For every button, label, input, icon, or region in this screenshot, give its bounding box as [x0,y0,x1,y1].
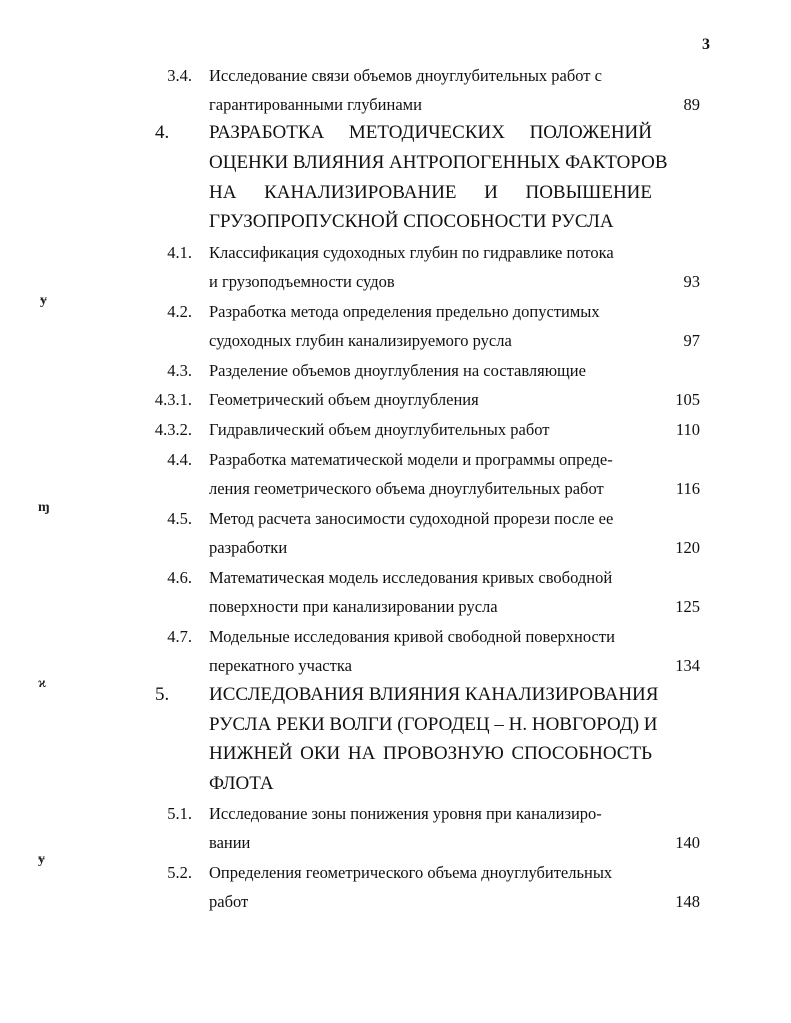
toc-entry-title: Метод расчета заносимости судоходной прорези после ее [209,509,614,528]
scan-artifact-icon: ɱ [38,500,50,515]
toc-chapter-title: РУСЛА РЕКИ ВОЛГИ (ГОРОДЕЦ – Н. НОВГОРОД) И [209,714,658,735]
toc-entry-title: разработки [209,538,288,557]
toc-entry-number: 5.1. [167,804,192,823]
toc-chapter-title: НИЖНЕЙ ОКИ НА ПРОВОЗНУЮ СПОСОБНОСТЬ [209,743,652,764]
toc-entry-number: 4.3. [167,361,192,380]
scan-artifact-icon: ϰ [38,676,47,691]
toc-entry-number: 4.7. [167,627,192,646]
toc-chapter-title: РАЗРАБОТКА МЕТОДИЧЕСКИХ ПОЛОЖЕНИЙ [209,122,652,143]
toc-entry-page: 140 [675,833,700,852]
toc-chapter-title: ИССЛЕДОВАНИЯ ВЛИЯНИЯ КАНАЛИЗИРОВАНИЯ [209,684,659,705]
toc-entry-number: 4.3.1. [154,390,192,409]
toc-entry-number: 4.6. [167,568,192,587]
toc-entry-title: Математическая модель исследования кривых свободной [209,568,613,587]
toc-entry-number: 4.3.2. [154,420,192,439]
toc-entry-number: 5.2. [167,863,192,882]
scan-artifact-icon: ɏ [38,852,45,867]
toc-chapter-title: ГРУЗОПРОПУСКНОЙ СПОСОБНОСТИ РУСЛА [209,211,614,232]
toc-chapter-title: ФЛОТА [209,773,274,794]
toc-entry-page: 116 [675,479,700,498]
toc-entry-page: 125 [675,597,700,616]
toc-chapter-number: 5. [155,684,170,705]
toc-entry-title: Гидравлический объем дноуглубительных работ [209,420,550,439]
toc-entry-title: Исследование зоны понижения уровня при канализиро- [209,804,602,823]
toc-entry-page: 97 [683,331,700,350]
toc-entry-title: Геометрический объем дноуглубления [209,390,479,409]
toc-entry-title: перекатного участка [209,656,352,675]
toc-entry-title: ления геометрического объема дноуглубительных работ [209,479,604,498]
toc-entry-title: Исследование связи объемов дноуглубительных работ с [209,66,602,85]
toc-chapter-number: 4. [155,122,170,143]
toc-entry-title: вании [209,833,251,852]
toc-entry-title: Разработка метода определения предельно допустимых [209,302,600,321]
toc-entry-title: Разделение объемов дноуглубления на составляющие [209,361,586,380]
toc-chapter-title: НА КАНАЛИЗИРОВАНИЕ И ПОВЫШЕНИЕ [209,182,652,203]
toc-entry-title: и грузоподъемности судов [209,272,395,291]
toc-entry-number: 3.4. [167,66,192,85]
toc-entry-number: 4.2. [167,302,192,321]
toc-entry-page: 93 [683,272,700,291]
toc-entry-page: 148 [675,892,700,911]
toc-entry-number: 4.4. [167,450,192,469]
toc-entry-page: 89 [683,95,700,114]
toc-entry-title: работ [209,892,249,911]
toc-entry-title: судоходных глубин канализируемого русла [209,331,512,350]
toc-entry-number: 4.1. [167,243,192,262]
toc-entry-page: 105 [675,390,700,409]
toc-entry-title: Разработка математической модели и программы опреде- [209,450,613,469]
toc-entry-title: Модельные исследования кривой свободной поверхности [209,627,615,646]
toc-entry-page: 110 [675,420,700,439]
toc-entry-title: гарантированными глубинами [209,95,422,114]
toc-entry-page: 134 [675,656,700,675]
toc-entry-title: Классификация судоходных глубин по гидравлике потока [209,243,614,262]
toc-entry-number: 4.5. [167,509,192,528]
page-number: 3 [702,36,710,53]
scan-artifact-icon: ɏ [40,293,47,308]
toc-entry-page: 120 [675,538,700,557]
toc-entry-title: поверхности при канализировании русла [209,597,498,616]
toc-chapter-title: ОЦЕНКИ ВЛИЯНИЯ АНТРОПОГЕННЫХ ФАКТОРОВ [209,152,668,173]
toc-entry-title: Определения геометрического объема дноуглубительных [209,863,613,882]
